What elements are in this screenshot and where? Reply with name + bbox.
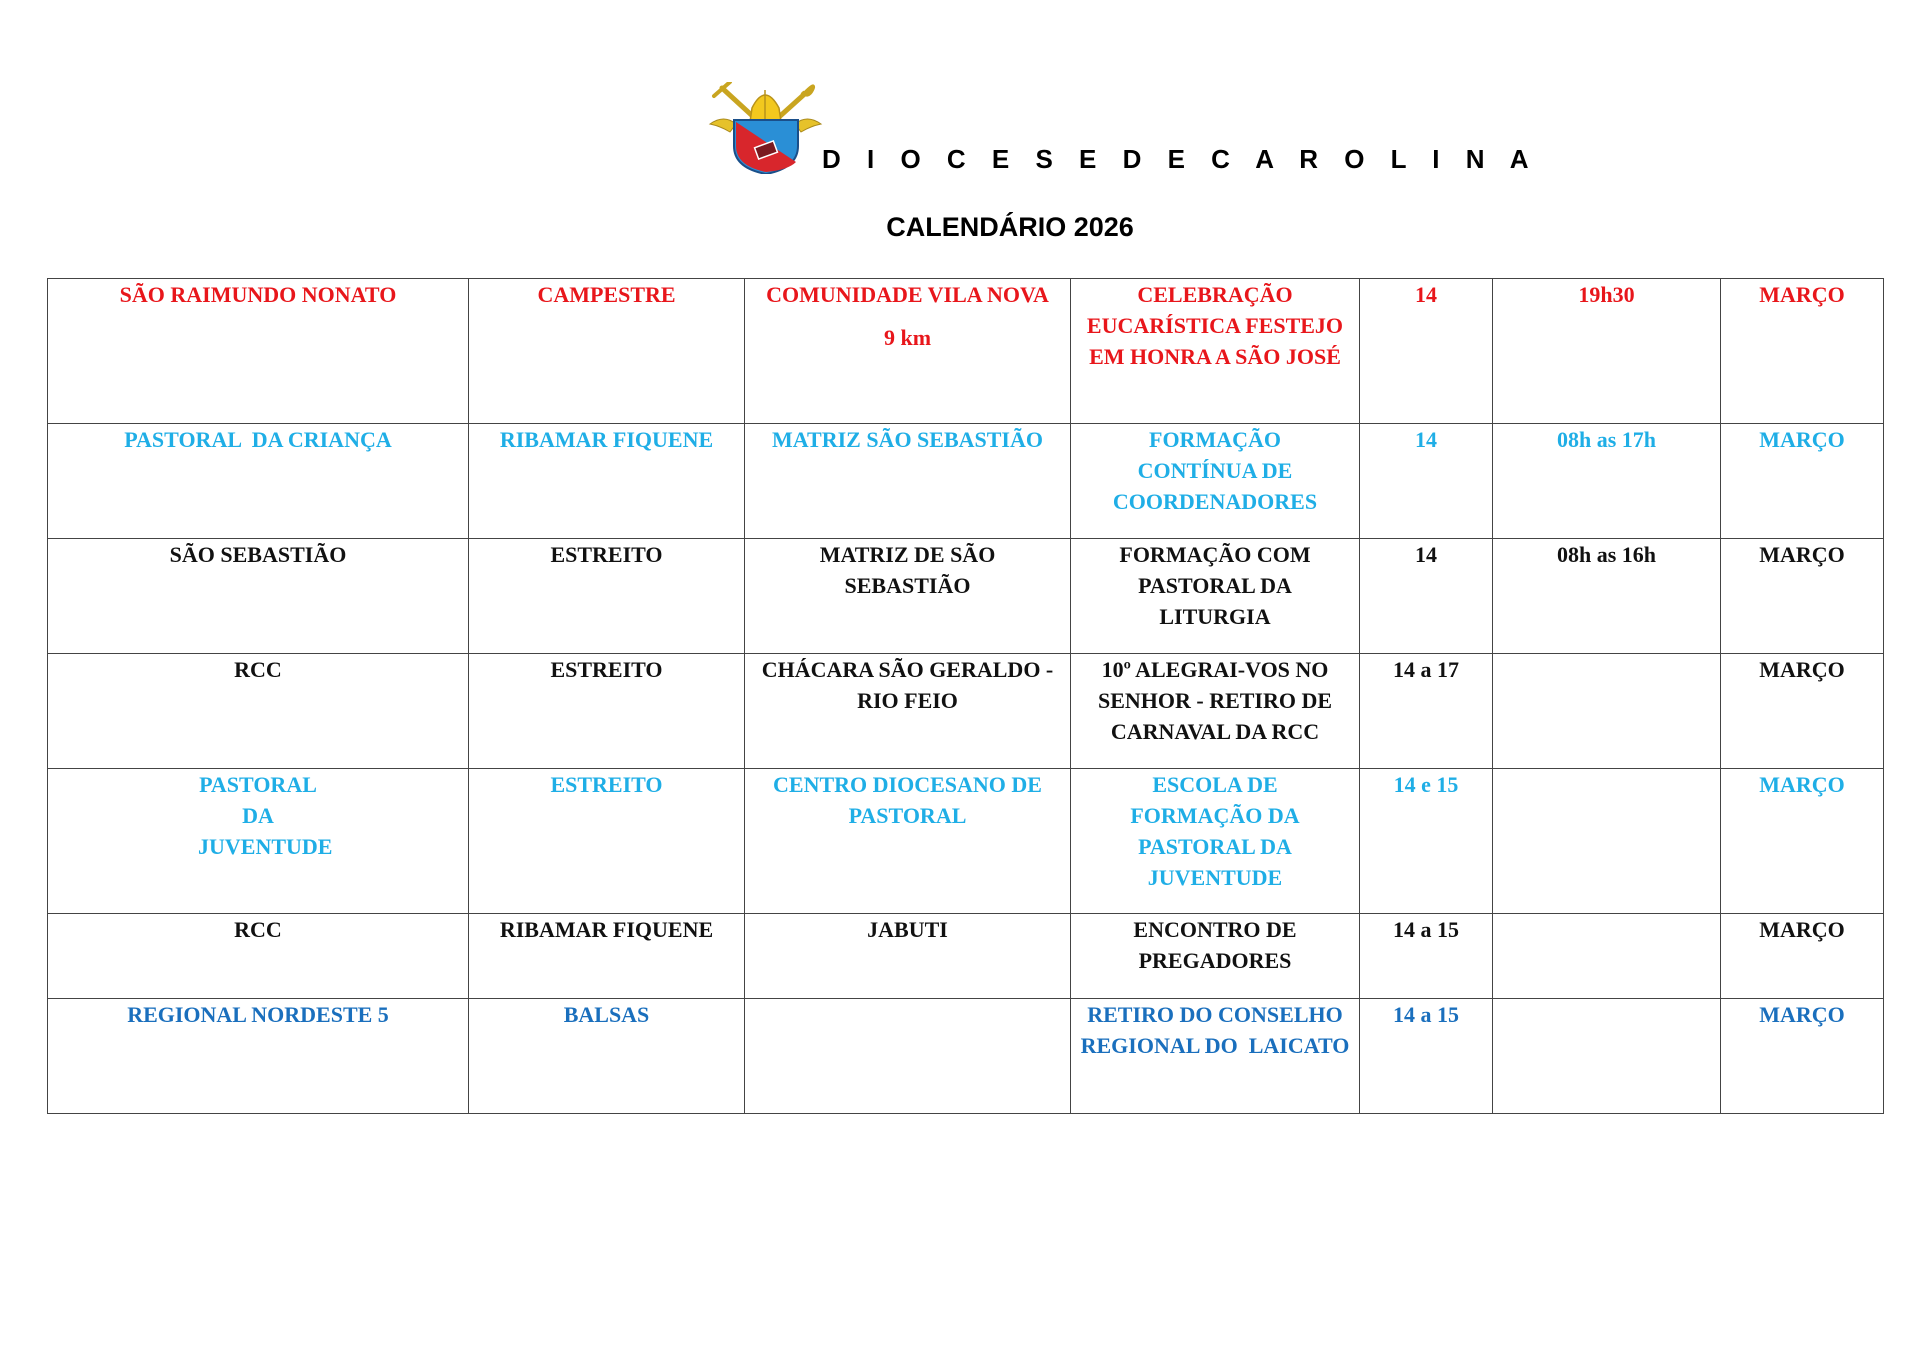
event-cell: FORMAÇÃO CONTÍNUA DE COORDENADORES bbox=[1071, 424, 1360, 539]
place-cell: CENTRO DIOCESANO DE PASTORAL bbox=[745, 769, 1071, 914]
month-cell: MARÇO bbox=[1721, 654, 1884, 769]
place-text: COMUNIDADE VILA NOVA bbox=[766, 282, 1049, 307]
day-cell: 14 a 15 bbox=[1360, 999, 1493, 1114]
month-cell: MARÇO bbox=[1721, 539, 1884, 654]
time-cell: 19h30 bbox=[1493, 279, 1721, 424]
time-cell bbox=[1493, 654, 1721, 769]
event-cell: 10º ALEGRAI-VOS NO SENHOR - RETIRO DE CARNAVAL DA RCC bbox=[1071, 654, 1360, 769]
city-cell: ESTREITO bbox=[469, 769, 745, 914]
place-cell bbox=[745, 999, 1071, 1114]
group-cell: SÃO SEBASTIÃO bbox=[48, 539, 469, 654]
time-cell bbox=[1493, 769, 1721, 914]
event-cell: FORMAÇÃO COM PASTORAL DA LITURGIA bbox=[1071, 539, 1360, 654]
place-cell: JABUTI bbox=[745, 914, 1071, 999]
time-cell bbox=[1493, 914, 1721, 999]
diocese-coat-of-arms-icon bbox=[708, 82, 823, 174]
group-cell: SÃO RAIMUNDO NONATO bbox=[48, 279, 469, 424]
month-cell: MARÇO bbox=[1721, 999, 1884, 1114]
page-header bbox=[0, 0, 1920, 270]
table-row bbox=[48, 769, 1884, 914]
month-cell: MARÇO bbox=[1721, 914, 1884, 999]
month-cell: MARÇO bbox=[1721, 424, 1884, 539]
diocese-name: D I O C E S E D E C A R O L I N A bbox=[822, 144, 1539, 174]
time-cell bbox=[1493, 999, 1721, 1114]
group-cell: PASTORAL DA CRIANÇA bbox=[48, 424, 469, 539]
table-row bbox=[48, 424, 1884, 539]
group-cell: RCC bbox=[48, 914, 469, 999]
table-row bbox=[48, 654, 1884, 769]
month-cell: MARÇO bbox=[1721, 279, 1884, 424]
group-cell: REGIONAL NORDESTE 5 bbox=[48, 999, 469, 1114]
place-cell: CHÁCARA SÃO GERALDO - RIO FEIO bbox=[745, 654, 1071, 769]
table-row bbox=[48, 914, 1884, 999]
city-cell: ESTREITO bbox=[469, 539, 745, 654]
city-cell: ESTREITO bbox=[469, 654, 745, 769]
day-cell: 14 bbox=[1360, 539, 1493, 654]
place-cell: MATRIZ DE SÃO SEBASTIÃO bbox=[745, 539, 1071, 654]
city-cell: BALSAS bbox=[469, 999, 745, 1114]
table-row bbox=[48, 279, 1884, 424]
day-cell: 14 a 15 bbox=[1360, 914, 1493, 999]
distance-text: 9 km bbox=[883, 325, 932, 350]
events-table bbox=[47, 278, 1884, 1114]
table-row bbox=[48, 999, 1884, 1114]
place-cell bbox=[745, 279, 1071, 424]
event-cell: CELEBRAÇÃO EUCARÍSTICA FESTEJO EM HONRA A SÃO JOSÉ bbox=[1071, 279, 1360, 424]
time-cell: 08h as 17h bbox=[1493, 424, 1721, 539]
month-cell: MARÇO bbox=[1721, 769, 1884, 914]
day-cell: 14 e 15 bbox=[1360, 769, 1493, 914]
day-cell: 14 a 17 bbox=[1360, 654, 1493, 769]
event-cell: RETIRO DO CONSELHO REGIONAL DO LAICATO bbox=[1071, 999, 1360, 1114]
place-cell: MATRIZ SÃO SEBASTIÃO bbox=[745, 424, 1071, 539]
event-cell: ENCONTRO DE PREGADORES bbox=[1071, 914, 1360, 999]
group-cell: RCC bbox=[48, 654, 469, 769]
city-cell: CAMPESTRE bbox=[469, 279, 745, 424]
time-cell: 08h as 16h bbox=[1493, 539, 1721, 654]
page-title: CALENDÁRIO 2026 bbox=[886, 212, 1134, 242]
day-cell: 14 bbox=[1360, 424, 1493, 539]
group-cell: PASTORAL DA JUVENTUDE bbox=[48, 769, 469, 914]
day-cell: 14 bbox=[1360, 279, 1493, 424]
city-cell: RIBAMAR FIQUENE bbox=[469, 914, 745, 999]
event-cell: ESCOLA DE FORMAÇÃO DA PASTORAL DA JUVENTUDE bbox=[1071, 769, 1360, 914]
table-row bbox=[48, 539, 1884, 654]
city-cell: RIBAMAR FIQUENE bbox=[469, 424, 745, 539]
